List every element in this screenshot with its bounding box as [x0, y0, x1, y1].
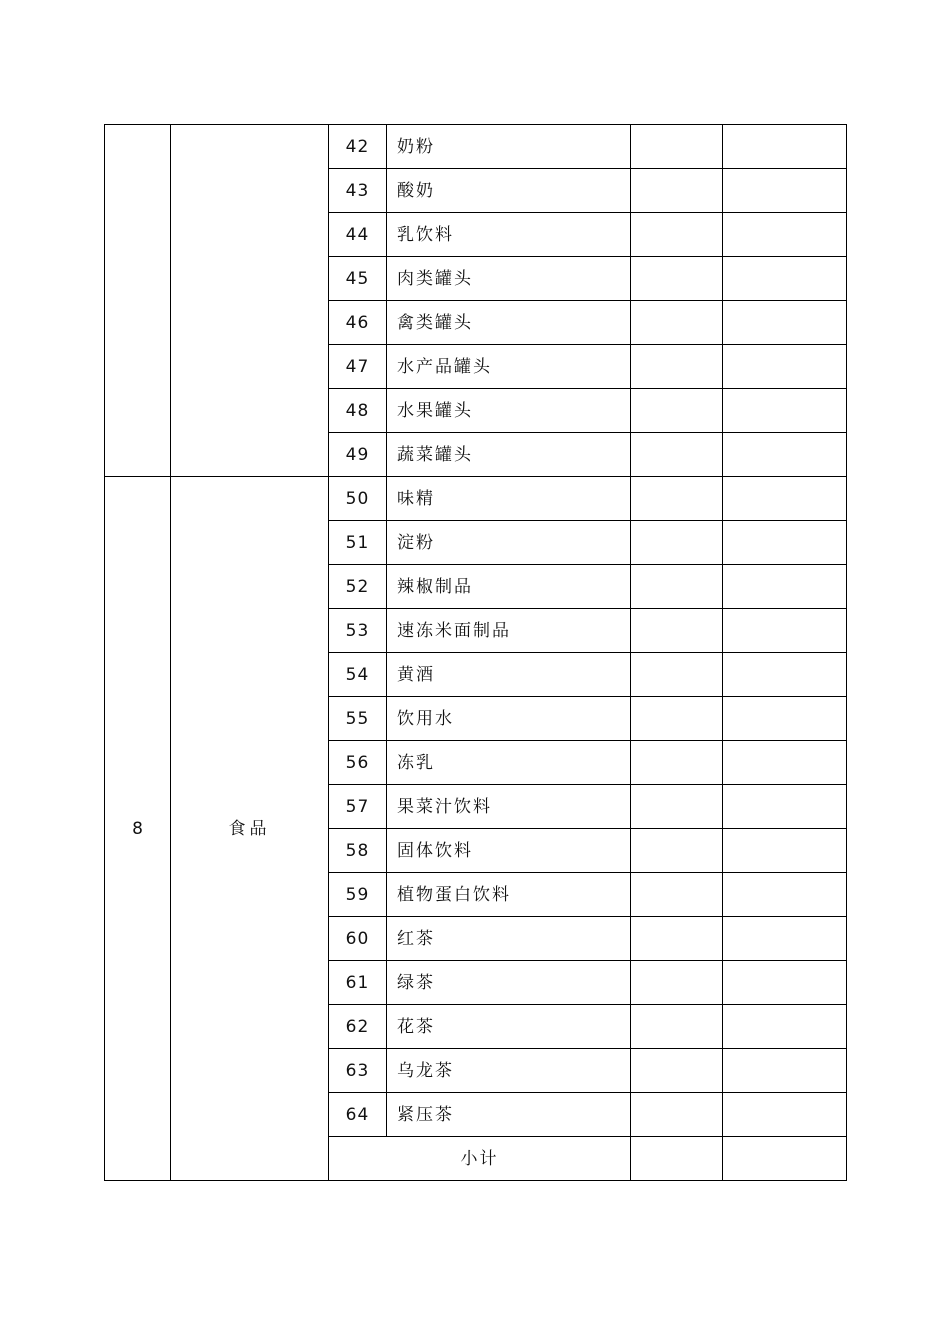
value-cell [631, 1093, 723, 1137]
value-cell [723, 301, 847, 345]
value-cell [723, 1093, 847, 1137]
item-name: 黄酒 [387, 653, 631, 697]
item-number: 53 [329, 609, 387, 653]
value-cell [723, 521, 847, 565]
item-name: 植物蛋白饮料 [387, 873, 631, 917]
value-cell [723, 1137, 847, 1181]
value-cell [631, 961, 723, 1005]
item-name: 水产品罐头 [387, 345, 631, 389]
value-cell [631, 301, 723, 345]
value-cell [723, 697, 847, 741]
item-name: 乳饮料 [387, 213, 631, 257]
value-cell [723, 917, 847, 961]
item-number: 55 [329, 697, 387, 741]
table-row [105, 125, 847, 169]
value-cell [631, 1049, 723, 1093]
item-name: 酸奶 [387, 169, 631, 213]
item-name: 味精 [387, 477, 631, 521]
value-cell [631, 785, 723, 829]
value-cell [723, 829, 847, 873]
item-name: 固体饮料 [387, 829, 631, 873]
item-number: 61 [329, 961, 387, 1005]
category-cell [171, 125, 329, 477]
item-name: 花茶 [387, 1005, 631, 1049]
value-cell [631, 917, 723, 961]
item-number: 62 [329, 1005, 387, 1049]
item-name: 淀粉 [387, 521, 631, 565]
item-name: 肉类罐头 [387, 257, 631, 301]
value-cell [631, 873, 723, 917]
item-name: 果菜汁饮料 [387, 785, 631, 829]
item-number: 51 [329, 521, 387, 565]
item-number: 60 [329, 917, 387, 961]
item-number: 49 [329, 433, 387, 477]
item-number: 47 [329, 345, 387, 389]
value-cell [631, 565, 723, 609]
product-table-body [105, 125, 847, 1181]
item-name: 冻乳 [387, 741, 631, 785]
seq-cell: 8 [105, 477, 171, 1181]
value-cell [723, 345, 847, 389]
value-cell [723, 565, 847, 609]
product-table [104, 124, 847, 1181]
item-name: 绿茶 [387, 961, 631, 1005]
value-cell [723, 389, 847, 433]
value-cell [723, 873, 847, 917]
item-name: 奶粉 [387, 125, 631, 169]
value-cell [631, 521, 723, 565]
value-cell [631, 1005, 723, 1049]
item-number: 42 [329, 125, 387, 169]
item-name: 水果罐头 [387, 389, 631, 433]
item-number: 57 [329, 785, 387, 829]
value-cell [631, 1137, 723, 1181]
item-number: 52 [329, 565, 387, 609]
value-cell [631, 433, 723, 477]
item-number: 46 [329, 301, 387, 345]
value-cell [631, 169, 723, 213]
item-number: 59 [329, 873, 387, 917]
item-name: 乌龙茶 [387, 1049, 631, 1093]
value-cell [723, 477, 847, 521]
seq-cell [105, 125, 171, 477]
value-cell [723, 741, 847, 785]
value-cell [631, 125, 723, 169]
item-number: 56 [329, 741, 387, 785]
item-number: 45 [329, 257, 387, 301]
item-name: 饮用水 [387, 697, 631, 741]
value-cell [631, 609, 723, 653]
value-cell [723, 169, 847, 213]
item-number: 63 [329, 1049, 387, 1093]
value-cell [631, 829, 723, 873]
value-cell [723, 609, 847, 653]
value-cell [723, 653, 847, 697]
item-name: 蔬菜罐头 [387, 433, 631, 477]
item-name: 禽类罐头 [387, 301, 631, 345]
item-number: 54 [329, 653, 387, 697]
value-cell [723, 257, 847, 301]
item-name: 速冻米面制品 [387, 609, 631, 653]
value-cell [723, 433, 847, 477]
value-cell [723, 1049, 847, 1093]
subtotal-label: 小计 [329, 1137, 631, 1181]
item-name: 辣椒制品 [387, 565, 631, 609]
value-cell [723, 961, 847, 1005]
value-cell [723, 125, 847, 169]
value-cell [631, 389, 723, 433]
item-name: 红茶 [387, 917, 631, 961]
value-cell [631, 213, 723, 257]
value-cell [631, 653, 723, 697]
item-name: 紧压茶 [387, 1093, 631, 1137]
value-cell [631, 345, 723, 389]
value-cell [631, 477, 723, 521]
category-cell [171, 477, 329, 1181]
table-row [105, 477, 847, 521]
item-number: 64 [329, 1093, 387, 1137]
value-cell [631, 257, 723, 301]
value-cell [631, 741, 723, 785]
item-number: 48 [329, 389, 387, 433]
value-cell [631, 697, 723, 741]
item-number: 58 [329, 829, 387, 873]
value-cell [723, 1005, 847, 1049]
value-cell [723, 213, 847, 257]
category-label: 食品 [228, 818, 271, 839]
item-number: 44 [329, 213, 387, 257]
item-number: 50 [329, 477, 387, 521]
value-cell [723, 785, 847, 829]
item-number: 43 [329, 169, 387, 213]
